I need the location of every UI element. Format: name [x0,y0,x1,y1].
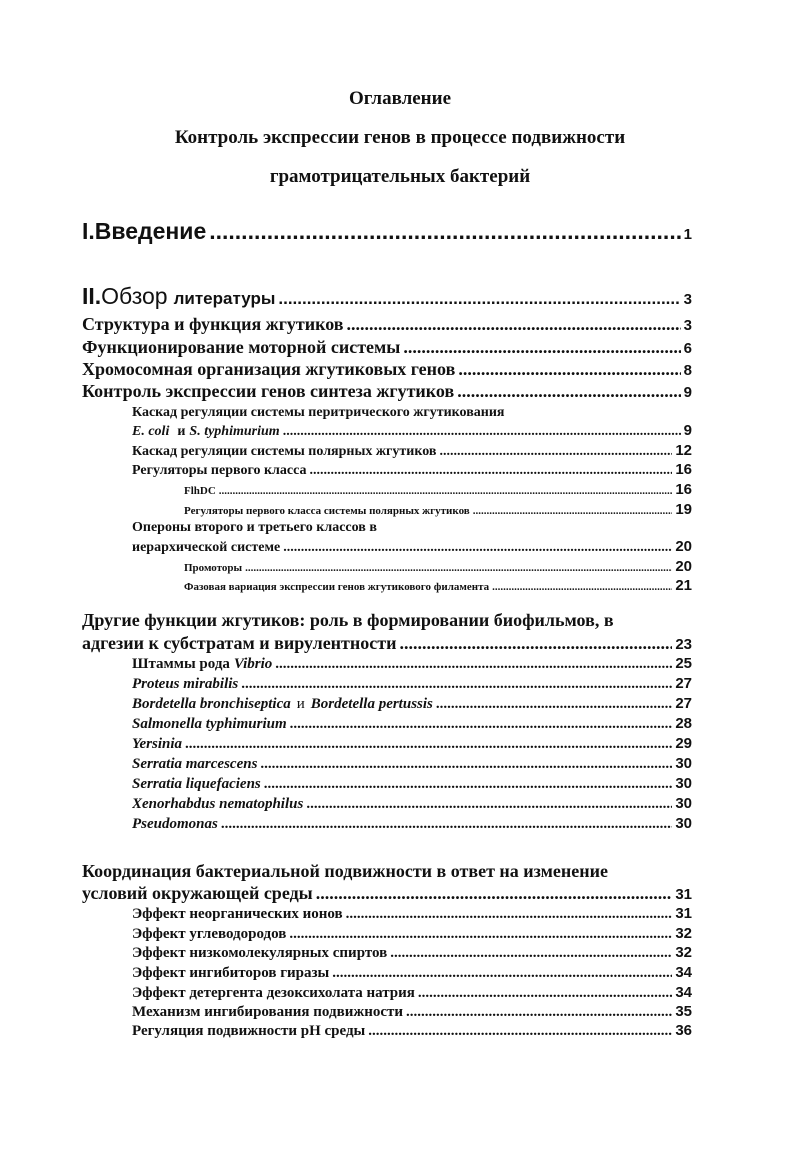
toc-leader-dots [473,505,673,517]
toc-entry-structure[interactable] [82,314,692,335]
toc-entry-regulators-first[interactable] [132,461,692,479]
toc-leader-dots [492,581,672,593]
toc-entry-page: 30 [675,815,692,832]
toc-entry-promoters[interactable] [184,558,692,575]
toc-leader-dots [278,289,680,309]
toc-leader-dots [390,945,672,962]
toc-entry-label: Механизм ингибирования подвижности [132,1004,404,1020]
toc-entry-intro[interactable] [82,218,692,245]
toc-entry-page: 30 [675,755,692,772]
toc-entry-page: 27 [675,675,692,692]
toc-leader-dots [458,359,680,380]
document-title-line2: грамотрицательных бактерий [269,166,531,187]
page-title: Оглавление [348,88,452,109]
toc-entry-label: Эффект углеводородов [132,926,287,942]
toc-leader-dots [310,463,673,479]
document-title-line1: Контроль экспрессии генов в процессе подвижности [174,127,626,148]
toc-entry-pseudomonas[interactable] [132,815,692,833]
toc-entry-coordination-line1[interactable]: Координация бактериальной подвижности в ответ на изменение [82,861,608,881]
toc-entry-label: Обзор [101,283,168,309]
toc-entry-page: 16 [675,461,692,478]
toc-entry-page: 3 [683,291,692,308]
toc-entry-label: Введение [94,218,207,244]
toc-entry-flhdc[interactable] [184,481,692,498]
organism-name: E. coli [132,424,170,439]
toc-leader-dots [368,1023,672,1040]
toc-entry-other-functions[interactable] [82,633,692,654]
toc-entry-chromosome[interactable] [82,359,692,380]
toc-entry-label: Эффект детергента дезоксихолата натрия [132,985,415,1001]
toc-entry-label: условий окружающей среды [82,883,313,903]
organism-name: Bordetella bronchiseptica [132,696,291,712]
toc-leader-dots [406,1004,672,1021]
conjunction: и [296,696,305,712]
toc-entry-regulators-polar[interactable] [184,501,692,518]
toc-entry-page: 19 [675,501,692,518]
toc-leader-dots [332,965,672,982]
toc-entry-operons[interactable] [132,538,692,556]
toc-leader-dots [403,337,680,358]
toc-entry-page: 20 [675,558,692,575]
toc-leader-dots [283,424,681,440]
toc-entry-cascade-polar[interactable] [132,442,692,460]
toc-entry-page: 21 [675,577,692,594]
toc-entry-page: 23 [675,636,692,653]
toc-entry-label: Структура и функция жгутиков [82,314,344,334]
toc-entry-page: 35 [675,1003,692,1020]
toc-entry-page: 31 [675,886,692,903]
organism-name: Pseudomonas [132,816,218,832]
toc-entry-other-functions-line1[interactable]: Другие функции жгутиков: роль в формировании биофильмов, в [82,610,614,630]
toc-entry-phase[interactable] [184,577,692,594]
toc-entry-page: 8 [683,362,692,379]
toc-entry-page: 36 [675,1022,692,1039]
toc-entry-page: 30 [675,795,692,812]
toc-entry-page: 25 [675,655,692,672]
organism-name: Proteus mirabilis [132,676,239,692]
toc-entry-page: 16 [675,481,692,498]
toc-entry-page: 28 [675,715,692,732]
toc-entry-gyrase[interactable] [132,964,692,982]
organism-name: Serratia marcescens [132,756,258,772]
toc-entry-label: Каскад регуляции системы полярных жгутиков [132,444,437,459]
toc-entry-label: FlhDC [184,485,216,497]
toc-leader-dots [418,985,672,1002]
toc-entry-page: 9 [683,422,692,439]
toc-entry-ph[interactable] [132,1022,692,1040]
toc-entry-page: 32 [675,925,692,942]
toc-entry-label: Фазовая вариация экспрессии генов жгутикового филамента [184,581,490,593]
toc-entry-page: 30 [675,775,692,792]
toc-entry-label: Хромосомная организация жгутиковых генов [82,359,456,379]
toc-entry-salmonella[interactable] [132,715,692,733]
organism-name: Vibrio [233,656,273,672]
toc-entry-label: иерархической системе [132,540,281,555]
toc-entry-page: 27 [675,695,692,712]
toc-entry-label: адгезии к субстратам и вирулентности [82,633,397,653]
toc-leader-dots [457,381,680,402]
toc-leader-dots [316,883,673,904]
organism-name: Yersinia [132,736,183,752]
toc-entry-label-2: литературы [173,289,276,308]
organism-name: Xenorhabdus nematophilus [132,796,304,812]
toc-entry-page: 32 [675,944,692,961]
toc-entry-bordetella[interactable] [132,695,692,713]
toc-leader-dots [245,562,672,574]
toc-entry-label: Штаммы рода [132,656,230,672]
toc-entry-page: 31 [675,905,692,922]
toc-leader-dots [346,906,673,923]
toc-entry-mechanism[interactable] [132,1003,692,1021]
toc-entry-control[interactable] [82,381,692,402]
toc-entry-label: Эффект неорганических ионов [132,906,343,922]
toc-entry-page: 9 [683,384,692,401]
toc-entry-alcohols[interactable] [132,944,692,962]
toc-entry-page: 20 [675,538,692,555]
toc-leader-dots [436,696,672,713]
toc-entry-cascade-peri[interactable] [132,422,692,440]
toc-entry-deoxycholate[interactable] [132,984,692,1002]
toc-entry-page: 6 [683,340,692,357]
organism-name: Bordetella pertussis [310,696,433,712]
toc-leader-dots [399,633,672,654]
toc-entry-label: Контроль экспрессии генов синтеза жгутиков [82,381,455,401]
toc-leader-dots [219,485,673,497]
toc-entry-hydrocarbons[interactable] [132,925,692,943]
toc-entry-proteus[interactable] [132,675,692,693]
toc-entry-serratia-liquefaciens[interactable] [132,775,692,793]
toc-entry-label: Промоторы [184,562,243,574]
conjunction: и [177,424,186,439]
toc-entry-label: Функционирование моторной системы [82,337,401,357]
toc-leader-dots [221,816,672,833]
toc-entry-page: 34 [675,964,692,981]
toc-leader-dots [275,656,672,673]
toc-leader-dots [260,756,672,773]
toc-entry-page: 34 [675,984,692,1001]
toc-entry-review[interactable] [82,283,692,310]
toc-entry-cascade-peri-line1[interactable]: Каскад регуляции системы перитрического жгутикования [132,405,505,420]
toc-entry-xenorhabdus[interactable] [132,795,692,813]
toc-entry-number: I. [82,218,95,244]
toc-entry-page: 3 [683,317,692,334]
organism-name: Salmonella typhimurium [132,716,287,732]
toc-leader-dots [209,218,680,245]
toc-leader-dots [439,444,672,460]
toc-entry-number: II. [82,283,102,309]
toc-entry-page: 12 [675,442,692,459]
toc-leader-dots [185,736,672,753]
toc-leader-dots [347,314,681,335]
toc-entry-yersinia[interactable] [132,735,692,753]
toc-entry-inorganic[interactable] [132,905,692,923]
toc-leader-dots [264,776,673,793]
toc-entry-vibrio[interactable] [132,655,692,673]
toc-leader-dots [283,540,672,556]
toc-entry-coordination[interactable] [82,883,692,904]
toc-entry-label: Регуляторы первого класса [132,463,307,478]
toc-entry-serratia-marcescens[interactable] [132,755,692,773]
toc-entry-page: 29 [675,735,692,752]
toc-entry-page: 1 [683,226,692,243]
toc-entry-label: Регуляторы первого класса системы полярных жгутиков [184,505,470,517]
organism-name: S. typhimurium [189,424,280,439]
toc-leader-dots [290,716,673,733]
toc-entry-label: Эффект ингибиторов гиразы [132,965,330,981]
organism-name: Serratia liquefaciens [132,776,261,792]
toc-entry-label: Регуляция подвижности pH среды [132,1023,366,1039]
toc-entry-operons-line1[interactable]: Опероны второго и третьего классов в [132,520,377,535]
toc-leader-dots [306,796,672,813]
toc-leader-dots [241,676,672,693]
toc-leader-dots [289,926,672,943]
toc-entry-motor[interactable] [82,337,692,358]
toc-entry-label: Эффект низкомолекулярных спиртов [132,945,388,961]
